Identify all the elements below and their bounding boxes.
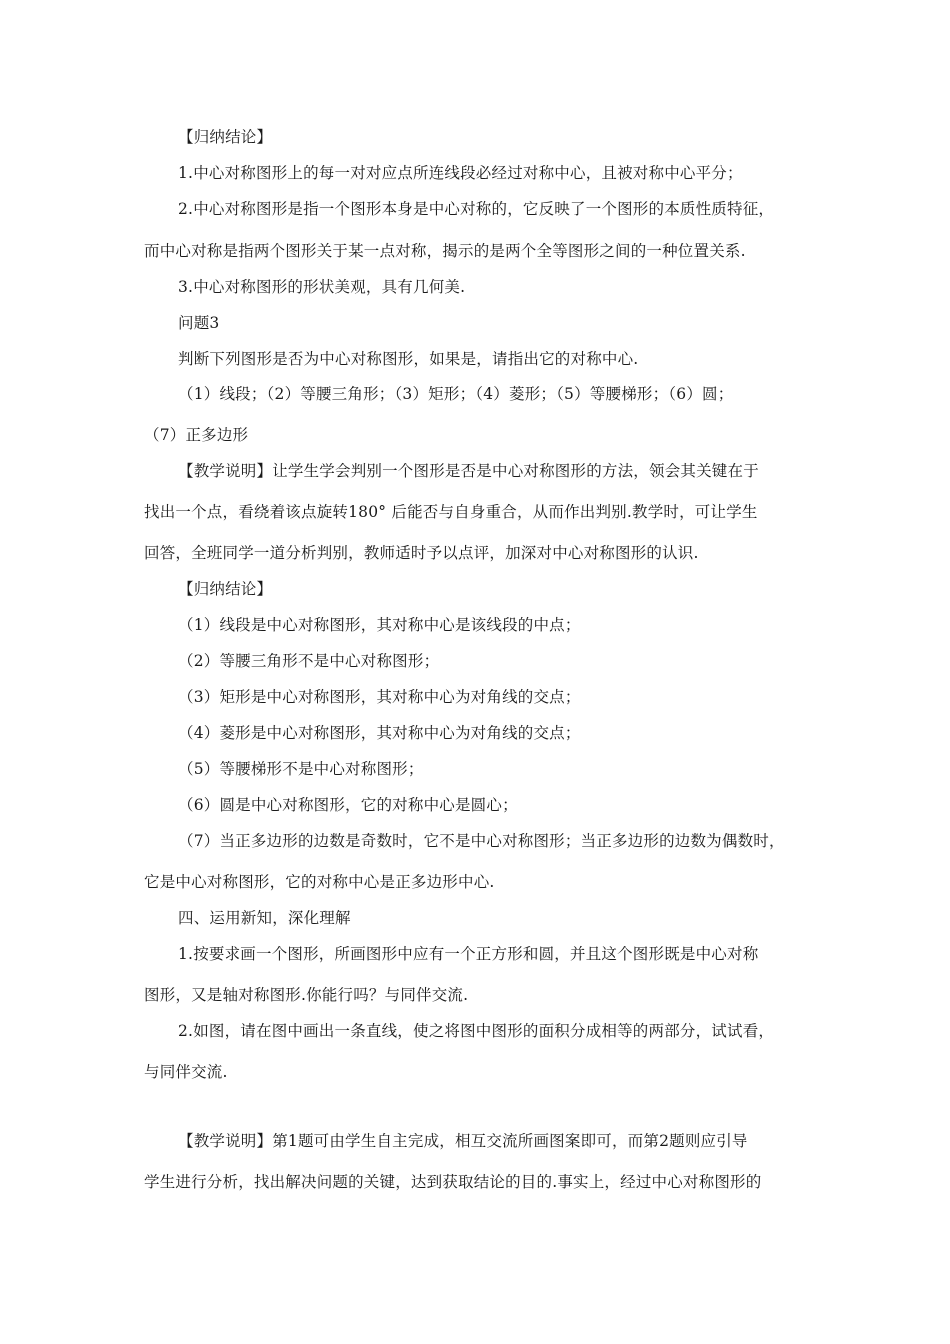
conclusion-item: （5）等腰梯形不是中心对称图形； <box>178 760 424 778</box>
exercise-line: 图形，又是轴对称图形.你能行吗？与同伴交流. <box>144 986 469 1004</box>
conclusion-item: （6）圆是中心对称图形，它的对称中心是圆心； <box>178 796 518 814</box>
paragraph-line: 判断下列图形是否为中心对称图形，如果是，请指出它的对称中心. <box>178 350 639 368</box>
shape-list-line: （1）线段；（2）等腰三角形；（3）矩形；（4）菱形；（5）等腰梯形；（6）圆； <box>178 385 734 403</box>
exercise-line: 与同伴交流. <box>144 1063 228 1081</box>
teaching-note-line: 找出一个点，看绕着该点旋转180° 后能否与自身重合，从而作出判别.教学时，可让学生 <box>144 503 758 521</box>
conclusion-item: （1）线段是中心对称图形，其对称中心是该线段的中点； <box>178 616 581 634</box>
teaching-note-line: 【教学说明】第1题可由学生自主完成，相互交流所画图案即可，而第2题则应引导 <box>178 1132 748 1150</box>
exercise-line: 2.如图，请在图中画出一条直线，使之将图中图形的面积分成相等的两部分，试试看， <box>178 1022 775 1040</box>
conclusion-item: 它是中心对称图形，它的对称中心是正多边形中心. <box>144 873 495 891</box>
exercise-line: 1.按要求画一个图形，所画图形中应有一个正方形和圆，并且这个图形既是中心对称 <box>178 945 759 963</box>
section-4-heading: 四、运用新知，深化理解 <box>178 909 351 927</box>
conclusion-item: （3）矩形是中心对称图形，其对称中心为对角线的交点； <box>178 688 581 706</box>
paragraph-line: 而中心对称是指两个图形关于某一点对称，揭示的是两个全等图形之间的一种位置关系. <box>144 242 746 260</box>
paragraph-line: 2.中心对称图形是指一个图形本身是中心对称的，它反映了一个图形的本质性质特征， <box>178 200 775 218</box>
heading-summary-1: 【归纳结论】 <box>178 128 273 146</box>
conclusion-item: （2）等腰三角形不是中心对称图形； <box>178 652 440 670</box>
paragraph-line: 1.中心对称图形上的每一对对应点所连线段必经过对称中心，且被对称中心平分； <box>178 164 743 182</box>
teaching-note-line: 【教学说明】让学生学会判别一个图形是否是中心对称图形的方法，领会其关键在于 <box>178 462 759 480</box>
teaching-note-line: 学生进行分析，找出解决问题的关键，达到获取结论的目的.事实上，经过中心对称图形的 <box>144 1173 762 1191</box>
teaching-note-line: 回答，全班同学一道分析判别，教师适时予以点评，加深对中心对称图形的认识. <box>144 544 699 562</box>
conclusion-item: （7）当正多边形的边数是奇数时，它不是中心对称图形；当正多边形的边数为偶数时， <box>178 832 785 850</box>
paragraph-line: 3.中心对称图形的形状美观，具有几何美. <box>178 278 466 296</box>
conclusion-item: （4）菱形是中心对称图形，其对称中心为对角线的交点； <box>178 724 581 742</box>
question-3-label: 问题3 <box>178 314 220 332</box>
shape-list-line: （7）正多边形 <box>144 426 249 444</box>
heading-summary-2: 【归纳结论】 <box>178 580 273 598</box>
